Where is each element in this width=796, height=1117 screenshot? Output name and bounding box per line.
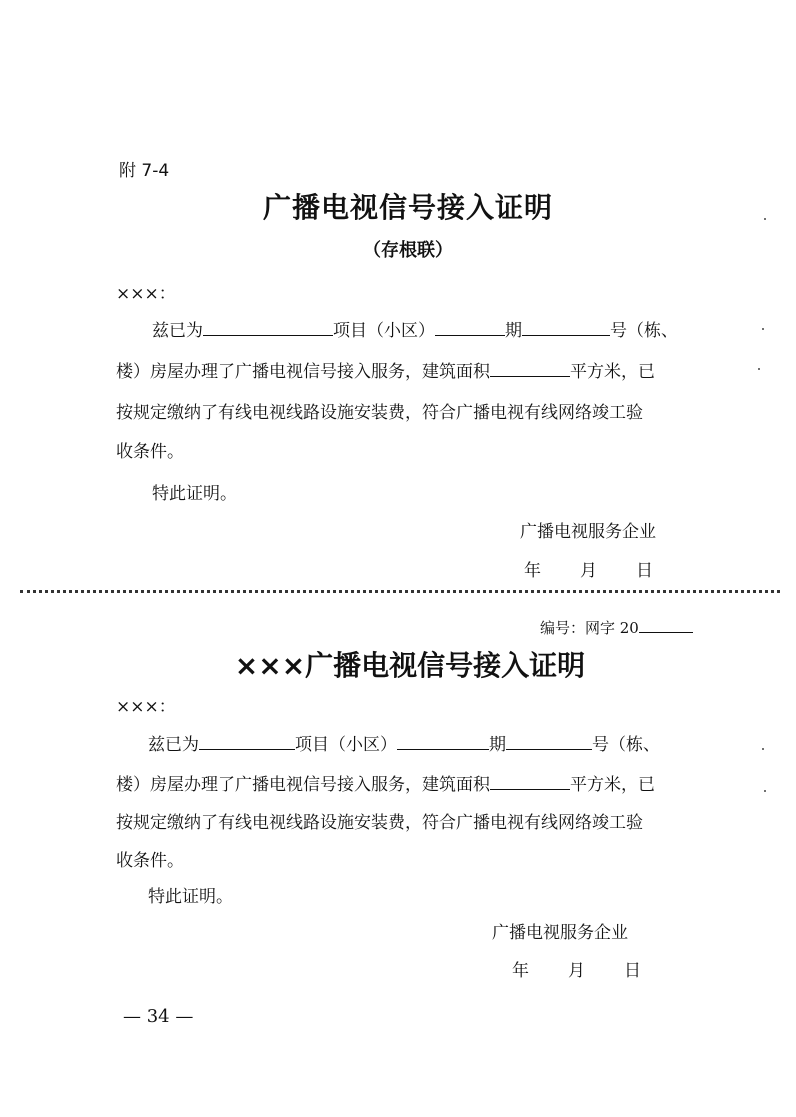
scan-speck [764,218,766,220]
main-p1-d: 号（栋、 [592,735,660,755]
main-paragraph-line-2 [116,770,655,795]
stub-paragraph-line-3: 按规定缴纳了有线电视线路设施安装费，符合广播电视有线网络竣工验 [116,403,643,423]
stub-p2-a: 楼）房屋办理了广播电视信号接入服务，建筑面积 [116,362,490,382]
scan-speck [762,328,764,330]
main-date-day: 日 [624,961,641,981]
main-p2-a: 楼）房屋办理了广播电视信号接入服务，建筑面积 [116,775,490,795]
perforation-line [20,590,780,593]
serial-label: 编号：网字 20 [540,619,639,637]
main-date-month: 月 [568,961,585,981]
main-paragraph-line-4: 收条件。 [116,851,184,871]
main-p1-a: 兹已为 [148,735,199,755]
main-closing: 特此证明。 [148,887,233,907]
stub-area-blank[interactable] [490,358,570,377]
main-p1-c: 期 [489,735,506,755]
stub-p1-c: 期 [505,321,522,341]
stub-p1-b: 项目（小区） [333,321,435,341]
main-p1-b: 项目（小区） [295,735,397,755]
serial-blank[interactable] [639,616,693,633]
main-p2-b: 平方米，已 [570,775,655,795]
main-phase-blank[interactable] [506,731,592,750]
main-project-blank[interactable] [199,731,295,750]
stub-subtitle: （存根联） [363,240,453,261]
annex-label: 附 7-4 [119,161,170,181]
stub-phase-blank[interactable] [522,317,610,336]
main-community-blank[interactable] [397,731,489,750]
stub-issuer: 广播电视服务企业 [520,522,656,542]
stub-title: 广播电视信号接入证明 [262,191,553,224]
stub-project-blank[interactable] [203,317,333,336]
stub-paragraph-line-4: 收条件。 [116,442,184,462]
stub-closing: 特此证明。 [152,484,237,504]
main-salutation: ×××： [116,697,176,717]
main-area-blank[interactable] [490,771,570,790]
stub-p2-b: 平方米，已 [570,362,655,382]
stub-community-blank[interactable] [435,317,505,336]
scan-speck [762,748,764,750]
main-issuer: 广播电视服务企业 [492,923,628,943]
scan-speck [764,790,766,792]
stub-salutation: ×××： [116,284,176,304]
stub-paragraph-line-1 [152,316,678,341]
stub-date-day: 日 [636,561,653,581]
page-number: — 34 — [123,1006,194,1027]
main-paragraph-line-1 [148,730,660,755]
stub-date-month: 月 [580,561,597,581]
serial-number [540,616,693,638]
main-paragraph-line-3: 按规定缴纳了有线电视线路设施安装费，符合广播电视有线网络竣工验 [116,813,643,833]
stub-date-year: 年 [524,561,541,581]
stub-p1-a: 兹已为 [152,321,203,341]
stub-p1-d: 号（栋、 [610,321,678,341]
scan-speck [758,368,760,370]
stub-paragraph-line-2 [116,357,655,382]
main-date-year: 年 [512,961,529,981]
main-title: ×××广播电视信号接入证明 [234,649,586,682]
